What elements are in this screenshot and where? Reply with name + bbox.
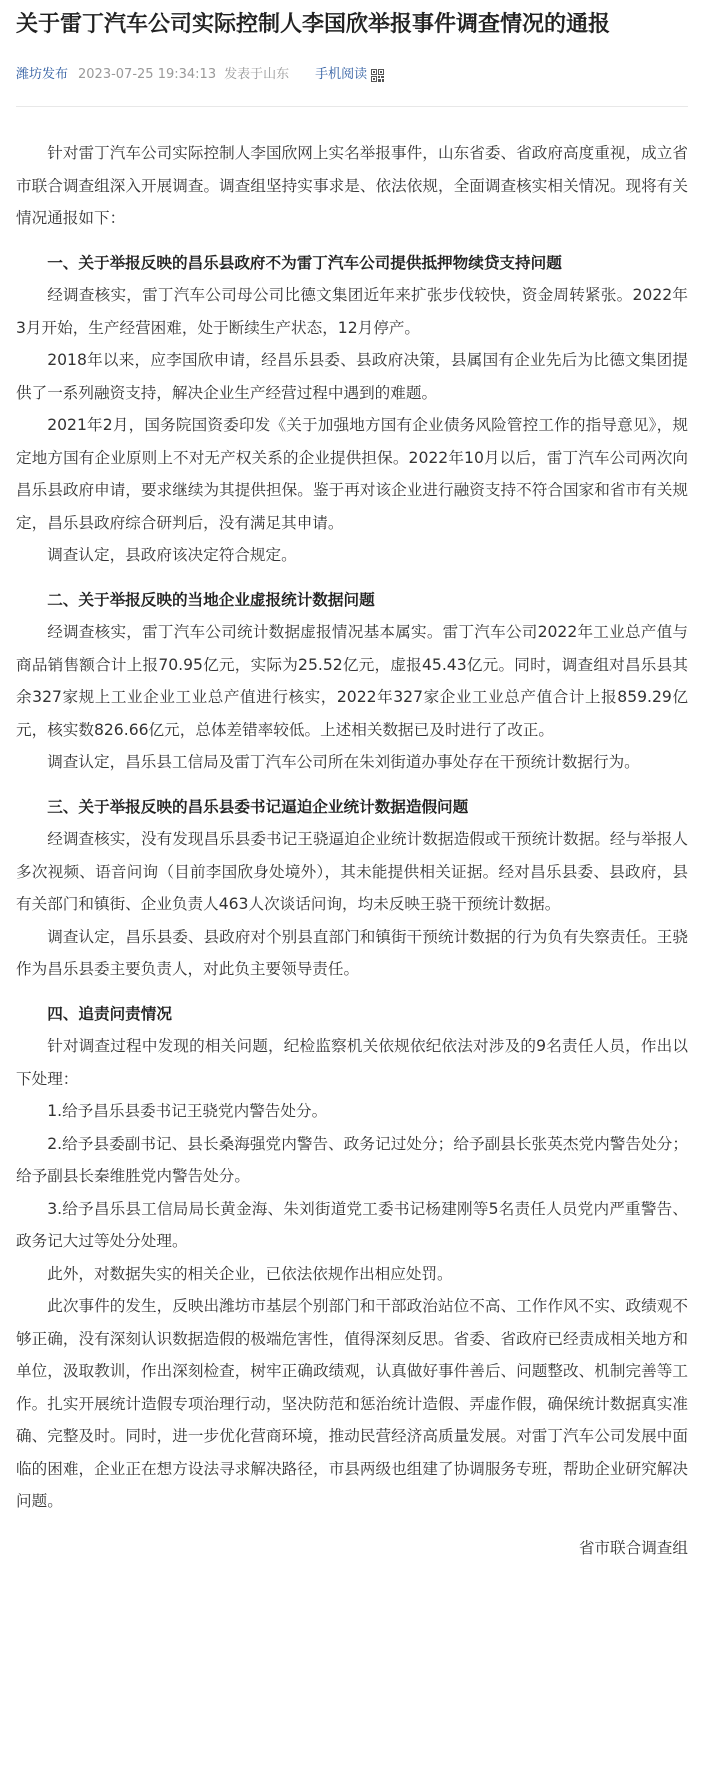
paragraph: 2021年2月，国务院国资委印发《关于加强地方国有企业债务风险管控工作的指导意见》，规定地方国有企业原则上不对无产权关系的企业提供担保。2022年10月以后，雷丁汽车公司两次向昌乐县政府申请，要求继续为其提供担保。鉴于再对该企业进行融资支持不符合国家和省市有关规定，昌乐县政府综合研判后，没有满足其申请。 (16, 416, 688, 532)
paragraph: 调查认定，昌乐县委、县政府对个别县直部门和镇街干预统计数据的行为负有失察责任。王骁作为昌乐县委主要负责人，对此负主要领导责任。 (16, 927, 688, 978)
paragraph: 此次事件的发生，反映出潍坊市基层个别部门和干部政治站位不高、工作作风不实、政绩观不够正确，没有深刻认识数据造假的极端危害性，值得深刻反思。省委、省政府已经责成相关地方和单位，汲取教训，作出深刻检查，树牢正确政绩观，认真做好事件善后、问题整改、机制完善等工作。扎实开展统计造假专项治理行动，坚决防范和惩治统计造假、弄虚作假，确保统计数据真实准确、完整及时。同时，进一步优化营商环境，推动民营经济高质量发展。对雷丁汽车公司发展中面临的困难，企业正在想方设法寻求解决路径，市县两级也组建了协调服务专班，帮助企业研究解决问题。 (16, 1297, 688, 1510)
signature: 省市联合调查组 (578, 1538, 688, 1557)
paragraph: 经调查核实，没有发现昌乐县委书记王骁逼迫企业统计数据造假或干预统计数据。经与举报人多次视频、语音问询（目前李国欣身处境外），其未能提供相关证据。经对昌乐县委、县政府，县有关部门和镇街、企业负责人463人次谈话问询，均未反映王骁干预统计数据。 (16, 830, 688, 913)
paragraph: 3.给予昌乐县工信局局长黄金海、朱刘街道党工委书记杨建刚等5名责任人员党内严重警告、政务记大过等处分处理。 (16, 1199, 688, 1250)
section-heading-1: 一、关于举报反映的昌乐县政府不为雷丁汽车公司提供抵押物续贷支持问题 (47, 253, 562, 272)
section-heading-3: 三、关于举报反映的昌乐县委书记逼迫企业统计数据造假问题 (47, 797, 469, 816)
paragraph: 经调查核实，雷丁汽车公司统计数据虚报情况基本属实。雷丁汽车公司2022年工业总产值与商品销售额合计上报70.95亿元，实际为25.52亿元，虚报45.43亿元。同时，调查组对昌乐县其余327家规上工业企业工业总产值进行核实，2022年327家企业工业总产值合计上报859.29亿元，核实数826.66亿元，总体差错率较低。上述相关数据已及时进行了改正。 (16, 623, 688, 739)
source-link[interactable]: 潍坊发布 (16, 67, 69, 82)
section-heading-4: 四、追责问责情况 (47, 1004, 172, 1023)
publish-location: 发表于山东 (224, 67, 290, 82)
article-title: 关于雷丁汽车公司实际控制人李国欣举报事件调查情况的通报 (16, 12, 611, 37)
paragraph: 此外，对数据失实的相关企业，已依法依规作出相应处罚。 (47, 1264, 453, 1283)
qr-code-icon[interactable] (371, 69, 384, 82)
paragraph: 2018年以来，应李国欣申请，经昌乐县委、县政府决策，县属国有企业先后为比德文集团提供了一系列融资支持，解决企业生产经营过程中遇到的难题。 (16, 351, 688, 402)
article-body (16, 137, 688, 1564)
intro-paragraph: 针对雷丁汽车公司实际控制人李国欣网上实名举报事件，山东省委、省政府高度重视，成立省市联合调查组深入开展调查。调查组坚持实事求是、依法依规，全面调查核实相关情况。现将有关情况通报如下： (16, 144, 688, 227)
paragraph: 调查认定，昌乐县工信局及雷丁汽车公司所在朱刘街道办事处存在干预统计数据行为。 (47, 753, 640, 771)
publish-time: 2023-07-25 19:34:13 (78, 67, 217, 82)
header-divider (16, 106, 688, 107)
mobile-read-link[interactable]: 手机阅读 (315, 67, 368, 82)
paragraph: 针对调查过程中发现的相关问题，纪检监察机关依规依纪依法对涉及的9名责任人员，作出以下处理： (16, 1037, 688, 1088)
section-heading-2: 二、关于举报反映的当地企业虚报统计数据问题 (47, 590, 375, 609)
paragraph: 2.给予县委副书记、县长桑海强党内警告、政务记过处分；给予副县长张英杰党内警告处分；给予副县长秦维胜党内警告处分。 (16, 1134, 688, 1185)
paragraph: 1.给予昌乐县委书记王骁党内警告处分。 (47, 1102, 328, 1120)
article-meta (16, 66, 688, 84)
paragraph: 经调查核实，雷丁汽车公司母公司比德文集团近年来扩张步伐较快，资金周转紧张。2022年3月开始，生产经营困难，处于断续生产状态，12月停产。 (16, 286, 688, 337)
page (0, 10, 704, 1782)
paragraph: 调查认定，县政府该决定符合规定。 (47, 546, 297, 564)
